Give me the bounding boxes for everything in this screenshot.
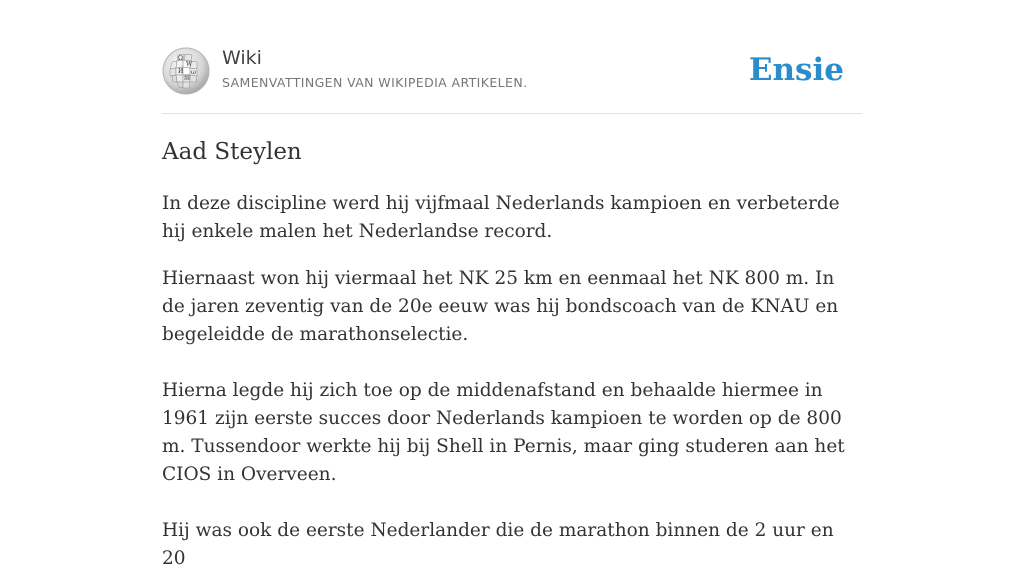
svg-text:維: 維 xyxy=(184,75,191,82)
article-paragraph: Hiernaast won hij viermaal het NK 25 km en eenmaal het NK 800 m. In de jaren zeventig van de 20e eeuw was hij bondscoach van de KNAU en begeleidde de marathonselectie. xyxy=(162,268,839,345)
article-paragraph: Hierna legde hij zich toe op de middenafstand en behaalde hiermee in 1961 zijn eerste succes door Nederlands kampioen te worden op de 800 m. Tussendoor werkte hij bij Shell in Pernis, maar ging studeren aan het CIOS in Overveen. xyxy=(162,380,845,485)
article-title: Aad Steylen xyxy=(162,139,302,165)
site-header xyxy=(162,45,862,114)
brand-logo-link[interactable]: Ensie xyxy=(748,52,844,88)
svg-text:ω: ω xyxy=(191,69,196,76)
article-content xyxy=(162,136,862,573)
svg-text:Ω: Ω xyxy=(178,55,183,62)
article-paragraph: Hij was ook de eerste Nederlander die de marathon binnen de 2 uur en 20 xyxy=(162,520,834,569)
svg-text:И: И xyxy=(178,68,184,75)
article-paragraph: In deze discipline werd hij vijfmaal Nederlands kampioen en verbeterde hij enkele malen het Nederlandse record. xyxy=(162,193,840,242)
svg-text:W: W xyxy=(186,61,193,68)
site-name[interactable]: Wiki xyxy=(222,47,262,69)
site-tagline: SAMENVATTINGEN VAN WIKIPEDIA ARTIKELEN. xyxy=(222,75,528,90)
wikipedia-globe-icon[interactable] xyxy=(162,47,210,95)
